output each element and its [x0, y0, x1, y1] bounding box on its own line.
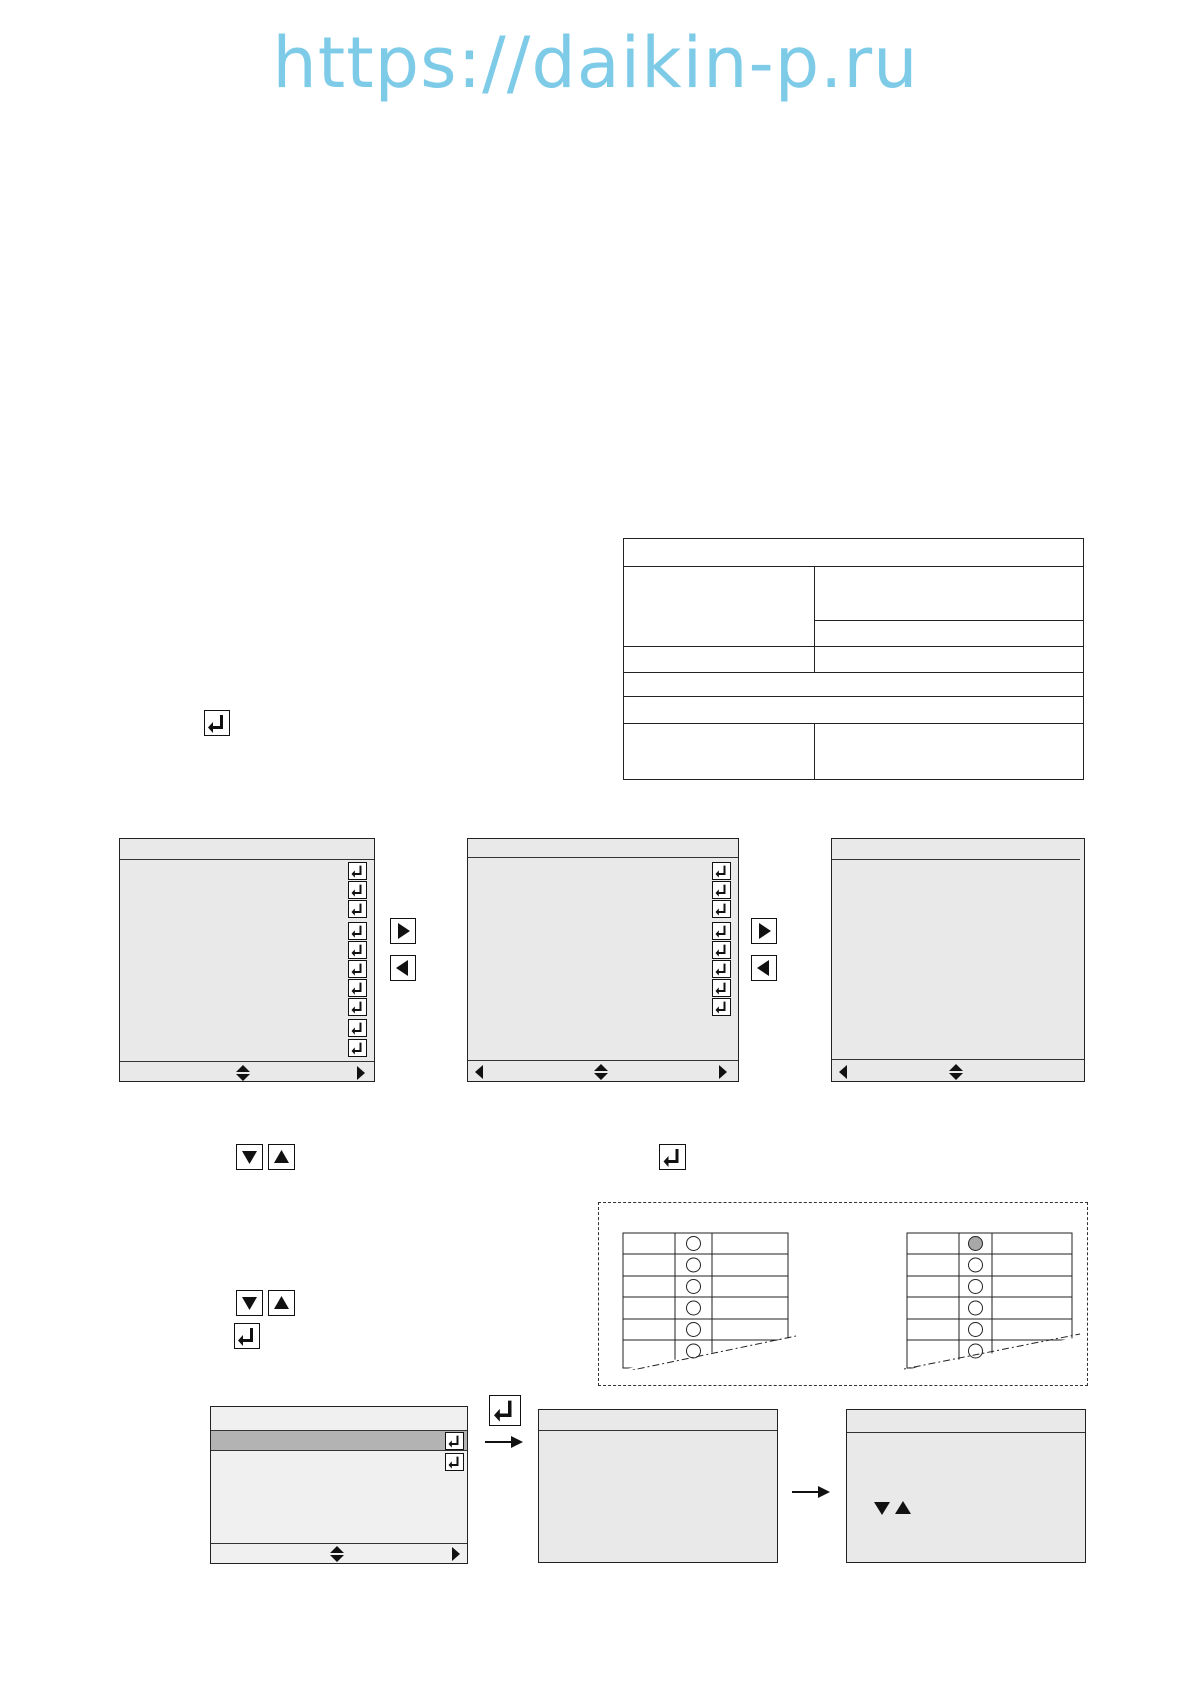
enter-button[interactable]: [489, 1395, 521, 1426]
radio-table-right: [904, 1230, 1084, 1370]
enter-icon: [348, 922, 367, 940]
up-arrow-button[interactable]: [268, 1144, 295, 1170]
enter-icon: [712, 900, 731, 918]
right-arrow-button[interactable]: [751, 918, 777, 944]
radio-empty-icon[interactable]: [687, 1258, 701, 1272]
down-arrow-button[interactable]: [236, 1290, 263, 1316]
enter-button[interactable]: [659, 1144, 686, 1170]
down-arrow-button[interactable]: [236, 1144, 263, 1170]
radio-empty-icon[interactable]: [969, 1301, 983, 1315]
menu-screen-2: [467, 838, 739, 1082]
right-arrow-icon: [718, 1065, 728, 1079]
enter-icon: [712, 979, 731, 997]
left-arrow-icon: [474, 1065, 484, 1079]
enter-icon: [204, 710, 230, 736]
highlighted-row[interactable]: [211, 1431, 467, 1451]
left-arrow-button[interactable]: [751, 955, 777, 981]
enter-icon: [712, 862, 731, 880]
radio-empty-icon[interactable]: [687, 1280, 701, 1294]
right-arrow-button[interactable]: [390, 918, 416, 944]
list-screen: [210, 1406, 468, 1564]
radio-table-left: [620, 1230, 800, 1370]
radio-empty-icon[interactable]: [687, 1323, 701, 1337]
enter-button[interactable]: [234, 1323, 260, 1349]
radio-empty-icon[interactable]: [969, 1344, 983, 1358]
enter-icon: [712, 998, 731, 1016]
enter-icon: [348, 960, 367, 978]
updown-arrow-icon: [947, 1063, 965, 1081]
radio-empty-icon[interactable]: [969, 1280, 983, 1294]
enter-icon: [348, 862, 367, 880]
up-arrow-icon: [894, 1500, 912, 1516]
radio-empty-icon[interactable]: [687, 1237, 701, 1251]
edit-screen: [846, 1409, 1086, 1563]
flow-arrow-icon: [485, 1434, 525, 1450]
enter-icon: [712, 960, 731, 978]
menu-screen-1: [119, 838, 375, 1082]
updown-arrow-icon: [234, 1064, 252, 1082]
enter-icon: [348, 1039, 367, 1057]
detail-screen: [538, 1409, 778, 1563]
enter-icon: [712, 941, 731, 959]
settings-table: [623, 538, 1084, 780]
up-arrow-button[interactable]: [268, 1290, 295, 1316]
down-arrow-icon: [873, 1500, 891, 1516]
enter-icon: [445, 1432, 464, 1450]
left-arrow-button[interactable]: [390, 955, 416, 981]
radio-empty-icon[interactable]: [969, 1258, 983, 1272]
enter-icon: [348, 1019, 367, 1037]
watermark-url: https://daikin-p.ru: [272, 22, 919, 104]
enter-icon: [348, 979, 367, 997]
radio-empty-icon[interactable]: [969, 1323, 983, 1337]
enter-icon: [348, 881, 367, 899]
menu-screen-3: [831, 838, 1085, 1082]
enter-icon: [348, 900, 367, 918]
updown-arrow-icon: [592, 1063, 610, 1081]
enter-icon: [712, 922, 731, 940]
enter-icon: [712, 881, 731, 899]
enter-icon: [445, 1453, 464, 1471]
updown-arrow-icon: [328, 1545, 346, 1563]
flow-arrow-icon: [792, 1484, 832, 1500]
right-arrow-icon: [451, 1547, 461, 1561]
enter-icon: [348, 998, 367, 1016]
enter-icon: [348, 941, 367, 959]
radio-empty-icon[interactable]: [687, 1301, 701, 1315]
right-arrow-icon: [356, 1066, 366, 1080]
left-arrow-icon: [838, 1065, 848, 1079]
radio-selected-icon[interactable]: [969, 1237, 983, 1251]
